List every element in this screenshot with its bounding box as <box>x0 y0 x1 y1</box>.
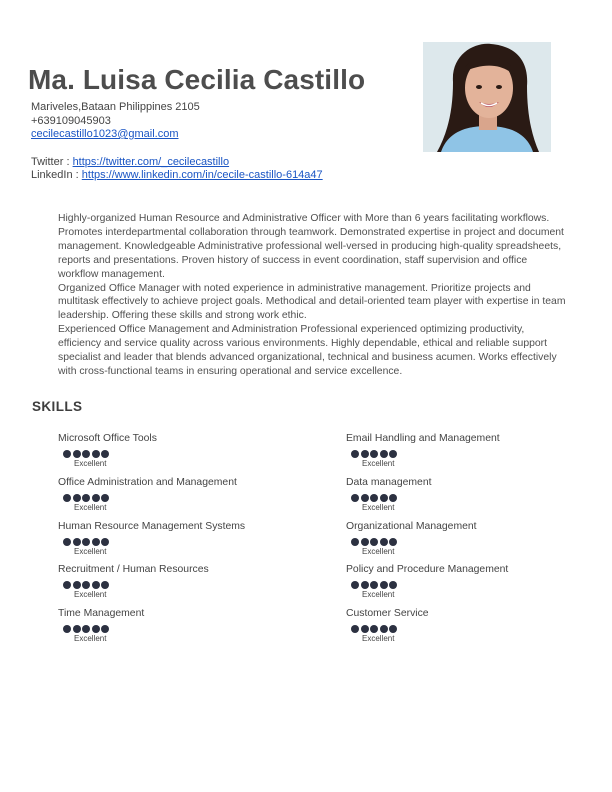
linkedin-link[interactable]: https://www.linkedin.com/in/cecile-castillo-614a47 <box>81 169 323 181</box>
skill-item <box>346 432 578 476</box>
skill-name: Policy and Procedure Management <box>346 564 509 576</box>
skill-name: Organizational Management <box>346 520 477 532</box>
skill-item <box>58 520 346 564</box>
rating-dot-icon <box>351 538 359 546</box>
skill-level: Excellent <box>362 502 395 512</box>
skill-level: Excellent <box>362 459 395 468</box>
skill-rating <box>351 494 578 502</box>
rating-dot-icon <box>73 581 81 589</box>
twitter-label: Twitter : <box>31 155 73 168</box>
skill-name: Email Handling and Management <box>346 433 500 444</box>
skill-level: Excellent <box>74 590 107 600</box>
linkedin-label: LinkedIn : <box>31 169 82 181</box>
rating-dot-icon <box>63 450 71 458</box>
contact-block <box>31 101 323 183</box>
rating-dot-icon <box>101 494 109 502</box>
skill-level: Excellent <box>74 459 107 468</box>
skill-level: Excellent <box>362 634 395 644</box>
rating-dot-icon <box>380 450 388 458</box>
skill-name: Microsoft Office Tools <box>58 433 157 444</box>
skill-level: Excellent <box>362 546 395 556</box>
rating-dot-icon <box>361 450 369 458</box>
skill-rating <box>351 538 578 546</box>
skill-name: Data management <box>346 476 432 488</box>
skill-level: Excellent <box>362 590 395 600</box>
rating-dot-icon <box>351 494 359 502</box>
skill-rating <box>63 494 346 502</box>
rating-dot-icon <box>389 625 397 633</box>
rating-dot-icon <box>361 625 369 633</box>
rating-dot-icon <box>63 494 71 502</box>
skill-item <box>346 563 578 607</box>
rating-dot-icon <box>82 581 90 589</box>
rating-dot-icon <box>389 450 397 458</box>
rating-dot-icon <box>389 494 397 502</box>
rating-dot-icon <box>63 625 71 633</box>
rating-dot-icon <box>63 581 71 589</box>
summary-paragraph: Organized Office Manager with noted experience in administrative management. Prioritize projects and multitask effectively to achieve project goals. Methodical and detail-oriented team player with expertise in team leadership. Offering these skills and strong work ethic. <box>58 282 566 322</box>
rating-dot-icon <box>370 538 378 546</box>
skill-name: Time Management <box>58 608 145 620</box>
twitter-link[interactable]: https://twitter.com/_cecilecastillo <box>72 155 230 168</box>
rating-dot-icon <box>351 625 359 633</box>
skill-rating <box>63 538 346 546</box>
rating-dot-icon <box>370 450 378 458</box>
professional-summary <box>58 212 570 379</box>
rating-dot-icon <box>380 538 388 546</box>
rating-dot-icon <box>73 494 81 502</box>
rating-dot-icon <box>380 494 388 502</box>
candidate-name: Ma. Luisa Cecilia Castillo <box>28 64 366 95</box>
linkedin-row <box>31 169 323 183</box>
rating-dot-icon <box>101 625 109 633</box>
skill-rating <box>63 581 346 589</box>
rating-dot-icon <box>351 450 359 458</box>
rating-dot-icon <box>361 538 369 546</box>
rating-dot-icon <box>370 625 378 633</box>
phone: +639109045903 <box>31 114 111 127</box>
summary-paragraph: Highly-organized Human Resource and Administrative Officer with More than 6 years facilitating workflows. Promotes interdepartmental collaboration through teamwork. Demonstrated expertise in project and document management. Knowledgeable Administrative professional well-versed in producing high-quality spreadsheets, reports and presentations. Proven history of success in event coordination, staff supervision and office workflow management. <box>58 213 564 280</box>
rating-dot-icon <box>92 625 100 633</box>
rating-dot-icon <box>351 581 359 589</box>
rating-dot-icon <box>361 494 369 502</box>
skill-rating <box>351 450 578 458</box>
skill-name: Human Resource Management Systems <box>58 520 246 532</box>
skill-name: Office Administration and Management <box>58 476 237 488</box>
profile-photo <box>423 42 551 152</box>
skill-rating <box>351 581 578 589</box>
email-link[interactable]: cecilecastillo1023@gmail.com <box>31 128 179 140</box>
rating-dot-icon <box>82 450 90 458</box>
skill-item <box>58 476 346 520</box>
skill-item <box>346 607 578 651</box>
rating-dot-icon <box>82 625 90 633</box>
skill-name: Recruitment / Human Resources <box>58 564 209 576</box>
skill-rating <box>351 625 578 633</box>
address: Mariveles,Bataan Philippines 2105 <box>31 101 200 113</box>
skill-name: Customer Service <box>346 608 429 620</box>
rating-dot-icon <box>389 581 397 589</box>
skill-level: Excellent <box>74 502 107 512</box>
skill-item <box>346 476 578 520</box>
rating-dot-icon <box>92 581 100 589</box>
rating-dot-icon <box>101 581 109 589</box>
rating-dot-icon <box>370 494 378 502</box>
rating-dot-icon <box>92 450 100 458</box>
rating-dot-icon <box>73 450 81 458</box>
rating-dot-icon <box>361 581 369 589</box>
skills-heading: SKILLS <box>32 399 83 414</box>
rating-dot-icon <box>73 538 81 546</box>
rating-dot-icon <box>101 538 109 546</box>
rating-dot-icon <box>389 538 397 546</box>
skill-item <box>58 563 346 607</box>
rating-dot-icon <box>92 494 100 502</box>
skill-level: Excellent <box>74 546 107 556</box>
rating-dot-icon <box>82 494 90 502</box>
skill-rating <box>63 450 346 458</box>
skill-rating <box>63 625 346 633</box>
twitter-row <box>31 156 323 170</box>
rating-dot-icon <box>380 581 388 589</box>
rating-dot-icon <box>380 625 388 633</box>
rating-dot-icon <box>82 538 90 546</box>
skill-item <box>58 607 346 651</box>
rating-dot-icon <box>101 450 109 458</box>
rating-dot-icon <box>92 538 100 546</box>
rating-dot-icon <box>370 581 378 589</box>
skills-grid <box>58 432 578 651</box>
rating-dot-icon <box>63 538 71 546</box>
summary-paragraph: Experienced Office Management and Administration Professional experienced optimizing productivity, efficiency and service quality across various environments. Highly dependable, ethical and reliable support specialist and leader that blends advanced organizational, technical and business acumen. Works effectively with cross-functional teams in ensuring operational and service excellence. <box>58 324 557 377</box>
skill-item <box>346 520 578 564</box>
skill-item <box>58 432 346 476</box>
skill-level: Excellent <box>74 634 107 644</box>
rating-dot-icon <box>73 625 81 633</box>
